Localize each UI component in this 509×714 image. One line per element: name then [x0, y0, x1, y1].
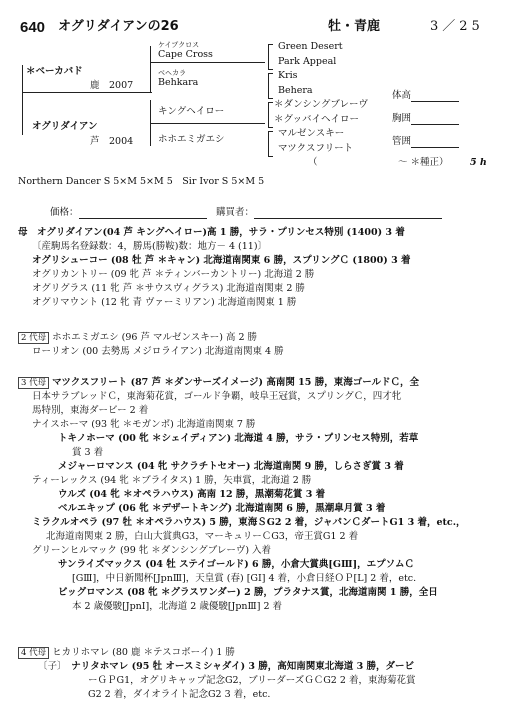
- dam-sire: キングヘイロー: [158, 106, 225, 117]
- second-dam-offspring: ローリオン (00 去勢馬 メジロライアン) 北海道南関東 4 勝: [32, 346, 284, 357]
- third-dam-offspring: ウルズ (04 牝 ＊オペラハウス) 高南 12 勝，黒潮菊花賞 3 着: [58, 489, 326, 500]
- horse-name: オグリダイアンの26: [58, 19, 179, 34]
- pedigree-divider: [150, 62, 265, 63]
- third-dam-offspring: トキノホーマ (00 牝 ＊シェイディアン) 北海道 4 勝，サラ・プリンセス特別，若草: [58, 433, 419, 444]
- sire-sire-kana: ケイプクロス: [158, 41, 200, 49]
- dam-info: 芦 2004: [90, 136, 134, 147]
- second-dam-line: ホホエミガエシ (96 芦 マルゼンスキー) 高 2 勝: [52, 332, 258, 343]
- third-dam-line: マツクスフリート (87 芦 ＊ダンサーズイメージ) 高南関 15 勝，東海ゴールドＣ，全: [52, 377, 420, 388]
- price-field: [50, 207, 207, 219]
- pedigree-bracket: [268, 102, 273, 128]
- pedigree-bracket: [268, 131, 273, 157]
- dam-section: [18, 226, 499, 310]
- fourth-dam-offspring: ーＧＰG1，オグリキャップ記念G2，ブリーダーズＧＣG2 2 着，東海菊花賞: [88, 675, 416, 686]
- second-dam-tag: 2 代母: [18, 332, 49, 344]
- measure-chest-label: 胸囲: [392, 113, 412, 124]
- third-dam-offspring: ビッグロマンス (08 牝 ＊グラスワンダー) 2 勝，プラタナス賞，北海道南関 1 勝，全日: [58, 587, 438, 598]
- ds-d: ＊グッバイヘイロー: [274, 114, 360, 125]
- birth-date: 3／25: [430, 19, 484, 34]
- ss-sd: Park Appeal: [278, 56, 337, 67]
- cross-info: Northern Dancer S 5×M 5×M 5 Sir Ivor S 5×M 5: [18, 176, 265, 187]
- measure-cannon-blank: [411, 137, 459, 148]
- buyer-label: 購買者：: [216, 207, 255, 218]
- fourth-dam-tag: 4 代母: [18, 647, 49, 659]
- fourth-dam-child-tag: 〔子〕: [38, 661, 62, 672]
- third-dam-offspring: ティーレックス (94 牝 ＊ブライタス) 1 勝，矢車賞，北海道 2 勝: [32, 475, 312, 486]
- measure-height: [392, 90, 459, 102]
- fourth-dam-section: [18, 646, 499, 702]
- sire-dam: Behkara: [158, 77, 199, 88]
- third-dam-offspring: グリーンヒルマック (99 牝 ＊ダンシングブレーヴ) 入着: [32, 545, 272, 556]
- third-dam-line: 馬特別，東海ダービー 2 着: [32, 405, 149, 416]
- lot-number: 640: [20, 19, 46, 36]
- third-dam-offspring: ミラクルオペラ (97 牡 ＊オペラハウス) 5 勝，東海ＳG2 2 着，ジャパンＣダートG1 3 着，etc.，: [32, 517, 466, 528]
- measure-cannon: [392, 136, 459, 148]
- dam-offspring: オグリカントリー (09 牝 芦 ＊ティンバーカントリー) 北海道 2 勝: [32, 269, 315, 280]
- price-label: 価格：: [50, 207, 79, 218]
- fourth-dam-line: ヒカリホマレ (80 鹿 ＊テスコボーイ) 1 勝: [52, 647, 235, 658]
- buyer-field: [216, 207, 442, 219]
- dam-offspring: オグリシューコー (08 牡 芦 ＊キャン) 北海道南関東 6 勝，スプリングＣ (1800) 3 着: [32, 255, 411, 266]
- sd-sd: Behera: [278, 85, 313, 96]
- ds-s: ＊ダンシングブレーヴ: [274, 99, 369, 110]
- dam-offspring: オグリグラス (11 牝 芦 ＊サウスヴィグラス) 北海道南関東 2 勝: [32, 283, 305, 294]
- third-dam-section: [18, 376, 499, 614]
- third-dam-offspring: 本 2 歳優駿[JpnⅠ]，北海道 2 歳優駿[JpnⅢ] 2 着: [72, 601, 283, 612]
- third-dam-tag: 3 代母: [18, 377, 49, 389]
- dam-name: オグリダイアン: [32, 121, 98, 132]
- sire-info: 鹿 2007: [90, 80, 134, 91]
- pedigree-divider: [22, 65, 23, 135]
- sd-ss: Kris: [278, 70, 298, 81]
- inbreed-prefix: （: [308, 157, 318, 168]
- third-dam-offspring: [GⅢ]，中日新聞杯[JpnⅢ]，天皇賞 (春) [GⅠ] 4 着，小倉日経ＯＰ[L] 2 着，etc.: [72, 573, 417, 584]
- second-dam-section: [18, 331, 499, 359]
- inbreed-suffix: ～ ＊種正）: [398, 157, 449, 168]
- sire-sire: Cape Cross: [158, 49, 213, 60]
- pedigree-divider: [150, 46, 151, 92]
- dam-tag: 母: [18, 227, 28, 238]
- sire-dam-kana: ベヘカラ: [158, 69, 186, 77]
- fourth-dam-offspring: G2 2 着，ダイオライト記念G2 3 着，etc.: [88, 689, 271, 700]
- h-mark: 5 h: [470, 157, 487, 168]
- pedigree-divider: [150, 123, 265, 124]
- pedigree-divider: [22, 92, 152, 93]
- third-dam-line: 日本サラブレッドＣ，東海菊花賞，ゴールド争覇，岐阜王冠賞，スプリングＣ，四才牝: [32, 391, 402, 402]
- third-dam-offspring: サンライズマックス (04 牡 ステイゴールド) 6 勝，小倉大賞典[GⅢ]，エプソムＣ: [58, 559, 414, 570]
- fourth-dam-offspring: ナリタホマレ (95 牡 オースミシャダイ) 3 勝，高知南関東北海道 3 勝，ダービ: [71, 661, 415, 672]
- third-dam-offspring: ベルエキップ (06 牝 ＊デザートキング) 北海道南関 6 勝，黒潮皐月賞 3 着: [58, 503, 386, 514]
- measure-chest-blank: [411, 114, 459, 125]
- measure-height-blank: [411, 91, 459, 102]
- third-dam-offspring: 北海道南関東 2 勝，白山大賞典G3，マーキュリーＣG3，帝王賞G1 2 着: [46, 531, 359, 542]
- measure-chest: [392, 113, 459, 125]
- third-dam-offspring: メジャーロマンス (04 牝 サクラチトセオー) 北海道南関 9 勝，しらさぎ賞 3 着: [58, 461, 404, 472]
- pedigree-bracket: [268, 44, 273, 70]
- sire-name: ＊ベーカバド: [26, 66, 83, 77]
- measure-height-label: 体高: [392, 90, 412, 101]
- dam-stats: 〔産駒馬名登録数：4，勝馬(勝鞍)数：地方－ 4 (11)〕: [32, 241, 268, 252]
- dd-d: マツクスフリート: [278, 143, 354, 154]
- third-dam-offspring: ナイスホーマ (93 牝 ＊モガンボ) 北海道南関東 7 勝: [32, 419, 256, 430]
- price-blank: [79, 208, 207, 219]
- measure-cannon-label: 管囲: [392, 136, 412, 147]
- dam-dam: ホホエミガエシ: [158, 134, 225, 145]
- pedigree-bracket: [268, 73, 273, 99]
- dd-s: マルゼンスキー: [278, 128, 345, 139]
- third-dam-offspring: 賞 3 着: [72, 447, 104, 458]
- ss-ss: Green Desert: [278, 41, 343, 52]
- dam-offspring: オグリマウント (12 牝 青 ヴァーミリアン) 北海道南関東 1 勝: [32, 297, 297, 308]
- buyer-blank: [254, 208, 442, 219]
- sex-color: 牡・青鹿: [328, 19, 381, 34]
- dam-line: オグリダイアン(04 芦 キングヘイロー)高 1 勝，サラ・プリンセス特別 (1400) 3 着: [37, 227, 405, 238]
